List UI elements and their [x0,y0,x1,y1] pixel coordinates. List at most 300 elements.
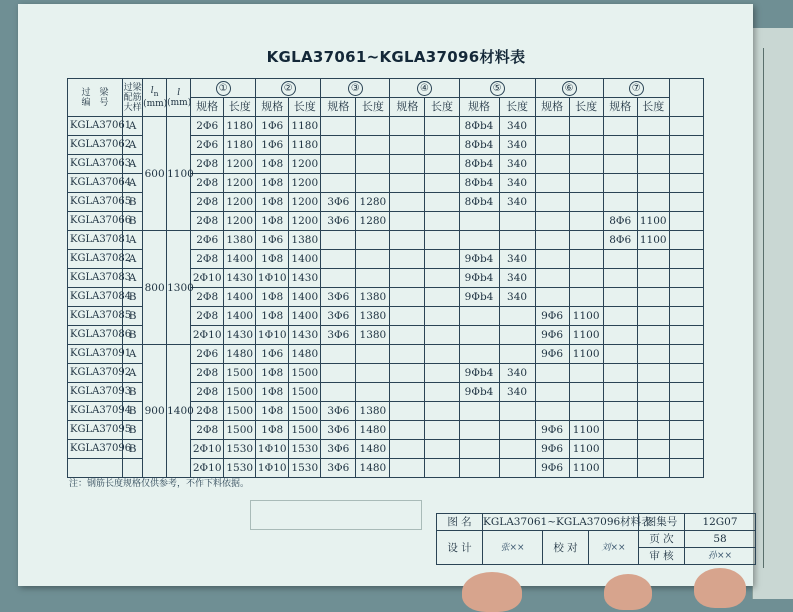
spec-cell: 1Φ8 [256,193,289,212]
length-cell [569,269,603,288]
length-cell [356,174,390,193]
length-cell: 1500 [289,421,321,440]
page-title: KGLA37061~KGLA37096材料表 [266,48,526,66]
spec-cell: 1Φ8 [256,212,289,231]
length-cell: 1280 [356,212,390,231]
length-cell: 1530 [289,440,321,459]
spec-cell [459,402,499,421]
ln-cell: 900 [143,345,167,478]
spec-cell: 2Φ8 [191,193,224,212]
review-signature: 孙×× [685,548,756,565]
length-cell [569,136,603,155]
spec-cell [535,136,569,155]
ln-cell: 600 [143,117,167,231]
spec-cell [321,269,356,288]
title-block [436,513,756,565]
length-cell: 1500 [224,383,256,402]
header-spec: 规格 [603,98,637,117]
spec-cell: 8Φb4 [459,155,499,174]
spec-cell: 3Φ6 [321,288,356,307]
spec-cell [321,155,356,174]
length-cell: 1200 [224,155,256,174]
length-cell [569,383,603,402]
spec-cell [390,193,425,212]
length-cell: 1380 [224,231,256,250]
detail-type-cell: A [123,136,143,155]
spec-cell [603,402,637,421]
spec-cell [321,174,356,193]
length-cell: 340 [499,155,535,174]
table-row [68,231,752,250]
length-cell [425,155,459,174]
detail-type-cell [123,459,143,478]
spec-cell: 1Φ8 [256,364,289,383]
length-cell [425,326,459,345]
spec-cell: 3Φ6 [321,440,356,459]
spec-cell: 8Φ6 [603,212,637,231]
length-cell: 1380 [356,288,390,307]
beam-id-cell: KGLA37063 [68,155,123,174]
spec-cell: 2Φ8 [191,250,224,269]
l-cell: 1400 [167,345,191,478]
header-group-7: ⑦ [603,79,669,98]
length-cell [499,212,535,231]
length-cell: 1430 [289,269,321,288]
extra-cell [669,402,703,421]
length-cell [637,193,669,212]
header-length: 长度 [356,98,390,117]
header-group-5: ⑤ [459,79,535,98]
spec-cell: 1Φ8 [256,402,289,421]
spec-cell: 9Φ6 [535,345,569,364]
length-cell: 1400 [224,307,256,326]
length-cell: 1180 [289,136,321,155]
length-cell [569,193,603,212]
spec-cell [535,212,569,231]
length-cell: 1480 [356,440,390,459]
spec-cell: 8Φb4 [459,117,499,136]
length-cell [499,345,535,364]
length-cell: 1400 [289,307,321,326]
detail-type-cell: A [123,174,143,193]
design-signature: 张×× [483,531,543,565]
length-cell [637,402,669,421]
length-cell [425,174,459,193]
length-cell [569,155,603,174]
material-table [67,78,752,478]
header-length: 长度 [425,98,459,117]
length-cell [637,326,669,345]
length-cell [499,440,535,459]
header-length: 长度 [569,98,603,117]
beam-id-cell: KGLA37084 [68,288,123,307]
length-cell [637,269,669,288]
length-cell: 340 [499,383,535,402]
length-cell [499,421,535,440]
spec-cell [603,174,637,193]
atlas-no-value: 12G07 [685,514,756,531]
spec-cell: 2Φ8 [191,402,224,421]
length-cell [425,117,459,136]
spec-cell [535,231,569,250]
spec-cell: 3Φ6 [321,212,356,231]
finger-left [462,572,522,612]
check-label: 校 对 [543,531,589,565]
beam-id-cell: KGLA37096 [68,440,123,459]
length-cell [425,345,459,364]
extra-cell [669,117,703,136]
length-cell [499,402,535,421]
length-cell [356,383,390,402]
spec-cell [390,212,425,231]
spec-cell [390,459,425,478]
length-cell [637,117,669,136]
length-cell [356,231,390,250]
length-cell [569,174,603,193]
beam-id-cell: KGLA37082 [68,250,123,269]
spec-cell [321,231,356,250]
spec-cell [390,345,425,364]
spec-cell: 2Φ8 [191,421,224,440]
length-cell [425,212,459,231]
length-cell: 1100 [569,459,603,478]
spec-cell [603,155,637,174]
spec-cell [390,402,425,421]
length-cell [425,307,459,326]
length-cell [425,383,459,402]
spec-cell [390,383,425,402]
length-cell: 340 [499,136,535,155]
spec-cell: 1Φ10 [256,440,289,459]
extra-cell [669,383,703,402]
spec-cell: 9Φ6 [535,440,569,459]
detail-type-cell: B [123,307,143,326]
length-cell [499,459,535,478]
spec-cell: 9Φb4 [459,250,499,269]
spec-cell [603,117,637,136]
header-length: 长度 [499,98,535,117]
detail-type-cell: B [123,383,143,402]
length-cell: 1430 [289,326,321,345]
spec-cell [603,288,637,307]
spec-cell [390,288,425,307]
finger-mid [604,574,652,610]
spec-cell [603,364,637,383]
beam-id-cell: KGLA37064 [68,174,123,193]
length-cell [569,231,603,250]
extra-cell [669,440,703,459]
spec-cell: 8Φb4 [459,136,499,155]
detail-type-cell: B [123,402,143,421]
length-cell: 1480 [224,345,256,364]
drawing-name-value: KGLA37061~KGLA37096材料表 [483,514,639,531]
extra-cell [669,421,703,440]
length-cell [425,288,459,307]
length-cell [425,402,459,421]
header-spec: 规格 [459,98,499,117]
length-cell: 1480 [356,459,390,478]
page-value: 58 [685,531,756,548]
beam-id-cell: KGLA37083 [68,269,123,288]
check-signature: 刘×× [589,531,639,565]
beam-id-cell: KGLA37065 [68,193,123,212]
spec-cell: 1Φ6 [256,345,289,364]
extra-cell [669,307,703,326]
spec-cell: 1Φ8 [256,250,289,269]
length-cell: 1200 [289,212,321,231]
length-cell [637,307,669,326]
spec-cell [459,307,499,326]
length-cell [356,117,390,136]
spec-cell: 2Φ8 [191,212,224,231]
spec-cell: 8Φb4 [459,193,499,212]
length-cell [425,193,459,212]
length-cell: 1480 [289,345,321,364]
header-group-1: ① [191,79,256,98]
spec-cell [390,117,425,136]
spec-cell [459,459,499,478]
length-cell: 1500 [224,402,256,421]
detail-type-cell: A [123,364,143,383]
spec-cell: 1Φ6 [256,231,289,250]
spec-cell: 1Φ8 [256,421,289,440]
length-cell: 1100 [569,421,603,440]
length-cell [637,155,669,174]
length-cell [356,155,390,174]
header-spec: 规格 [321,98,356,117]
header-length: 长度 [289,98,321,117]
spec-cell [321,136,356,155]
header-spec: 规格 [256,98,289,117]
length-cell: 1200 [289,193,321,212]
spec-cell [535,117,569,136]
header-group-6: ⑥ [535,79,603,98]
length-cell: 1380 [356,307,390,326]
spec-cell [603,459,637,478]
length-cell [637,345,669,364]
spec-cell [603,440,637,459]
length-cell: 1100 [569,307,603,326]
spec-cell [459,231,499,250]
extra-cell [669,136,703,155]
spec-cell: 8Φ6 [603,231,637,250]
length-cell [425,269,459,288]
spec-cell [603,421,637,440]
spec-cell: 3Φ6 [321,459,356,478]
spec-cell: 1Φ6 [256,136,289,155]
header-spec: 规格 [535,98,569,117]
length-cell: 1100 [569,440,603,459]
header-group-3: ③ [321,79,390,98]
length-cell: 340 [499,174,535,193]
length-cell [356,136,390,155]
length-cell [425,231,459,250]
spec-cell: 9Φ6 [535,421,569,440]
spec-cell: 2Φ6 [191,231,224,250]
spec-cell [390,364,425,383]
spec-cell: 3Φ6 [321,421,356,440]
spec-cell [535,193,569,212]
beam-id-cell: KGLA37094 [68,402,123,421]
detail-type-cell: B [123,212,143,231]
spec-cell [321,345,356,364]
length-cell: 1180 [224,136,256,155]
spec-cell: 3Φ6 [321,193,356,212]
length-cell: 1380 [356,402,390,421]
length-cell: 1200 [224,174,256,193]
length-cell: 1200 [289,174,321,193]
table-row [68,117,752,136]
spec-cell [535,250,569,269]
length-cell: 1200 [289,155,321,174]
spec-cell [603,136,637,155]
detail-type-cell: A [123,117,143,136]
length-cell: 1100 [569,345,603,364]
spec-cell [390,136,425,155]
length-cell [425,250,459,269]
beam-id-cell: KGLA37081 [68,231,123,250]
spec-cell: 2Φ10 [191,269,224,288]
length-cell: 1200 [224,212,256,231]
length-cell: 340 [499,269,535,288]
length-cell [425,364,459,383]
spec-cell [535,155,569,174]
spec-cell: 1Φ10 [256,269,289,288]
detail-type-cell: A [123,269,143,288]
table-row [68,345,752,364]
detail-type-cell: B [123,440,143,459]
spec-cell: 9Φ6 [535,459,569,478]
length-cell: 1400 [224,288,256,307]
spec-cell [535,364,569,383]
detail-type-cell: B [123,193,143,212]
spec-cell: 9Φb4 [459,383,499,402]
spec-cell: 1Φ8 [256,155,289,174]
length-cell: 340 [499,364,535,383]
length-cell [499,307,535,326]
length-cell: 1530 [224,459,256,478]
length-cell: 1530 [224,440,256,459]
length-cell: 1500 [224,364,256,383]
spec-cell: 2Φ8 [191,155,224,174]
length-cell [637,364,669,383]
beam-id-cell: KGLA37085 [68,307,123,326]
spec-cell [603,269,637,288]
length-cell: 1400 [289,288,321,307]
length-cell [499,326,535,345]
spec-cell: 1Φ10 [256,326,289,345]
length-cell [425,421,459,440]
spec-cell [390,231,425,250]
spec-cell: 9Φ6 [535,307,569,326]
spec-cell [603,383,637,402]
spec-cell [390,250,425,269]
spec-cell: 2Φ8 [191,307,224,326]
atlas-no-label: 图集号 [639,514,685,531]
extra-cell [669,364,703,383]
length-cell [569,250,603,269]
spec-cell [390,269,425,288]
length-cell [425,459,459,478]
spec-cell: 9Φb4 [459,269,499,288]
length-cell: 340 [499,288,535,307]
spec-cell: 2Φ6 [191,117,224,136]
length-cell: 1180 [224,117,256,136]
header-rebar-detail: 过梁 配筋 大样 [123,79,143,117]
review-label: 审 核 [639,548,685,565]
header-l: l (mm) [167,79,191,117]
length-cell: 1400 [289,250,321,269]
header-spec: 规格 [390,98,425,117]
beam-id-cell: KGLA37062 [68,136,123,155]
header-extra [669,79,703,117]
spec-cell [390,440,425,459]
length-cell [637,174,669,193]
spec-cell [321,364,356,383]
length-cell [637,250,669,269]
length-cell [356,364,390,383]
extra-cell [669,231,703,250]
length-cell: 1380 [356,326,390,345]
spec-cell [390,155,425,174]
length-cell [637,383,669,402]
length-cell [637,459,669,478]
length-cell [356,345,390,364]
spec-cell: 1Φ8 [256,383,289,402]
spec-cell: 9Φb4 [459,288,499,307]
spec-cell: 3Φ6 [321,402,356,421]
beam-id-cell: KGLA37092 [68,364,123,383]
extra-cell [669,174,703,193]
spec-cell [535,269,569,288]
spec-cell [459,326,499,345]
length-cell: 1280 [356,193,390,212]
length-cell: 340 [499,250,535,269]
length-cell [637,440,669,459]
length-cell [569,117,603,136]
design-label: 设 计 [437,531,483,565]
header-group-2: ② [256,79,321,98]
spec-cell: 1Φ8 [256,307,289,326]
length-cell: 1200 [224,193,256,212]
detail-type-cell: B [123,421,143,440]
extra-cell [669,212,703,231]
length-cell [637,288,669,307]
extra-cell [669,155,703,174]
header-spec: 规格 [191,98,224,117]
beam-id-cell [68,459,123,478]
header-length: 长度 [224,98,256,117]
length-cell: 1400 [224,250,256,269]
finger-right [694,568,746,608]
spec-cell: 2Φ10 [191,459,224,478]
length-cell: 1500 [289,402,321,421]
spec-cell [535,288,569,307]
length-cell: 1430 [224,326,256,345]
length-cell [637,421,669,440]
length-cell: 1500 [289,364,321,383]
spec-cell: 2Φ8 [191,364,224,383]
spec-cell: 2Φ6 [191,136,224,155]
length-cell [569,364,603,383]
extra-cell [669,250,703,269]
spec-cell [535,174,569,193]
spec-cell [390,174,425,193]
spec-cell: 9Φb4 [459,364,499,383]
length-cell: 1380 [289,231,321,250]
spec-cell: 8Φb4 [459,174,499,193]
extra-cell [669,345,703,364]
